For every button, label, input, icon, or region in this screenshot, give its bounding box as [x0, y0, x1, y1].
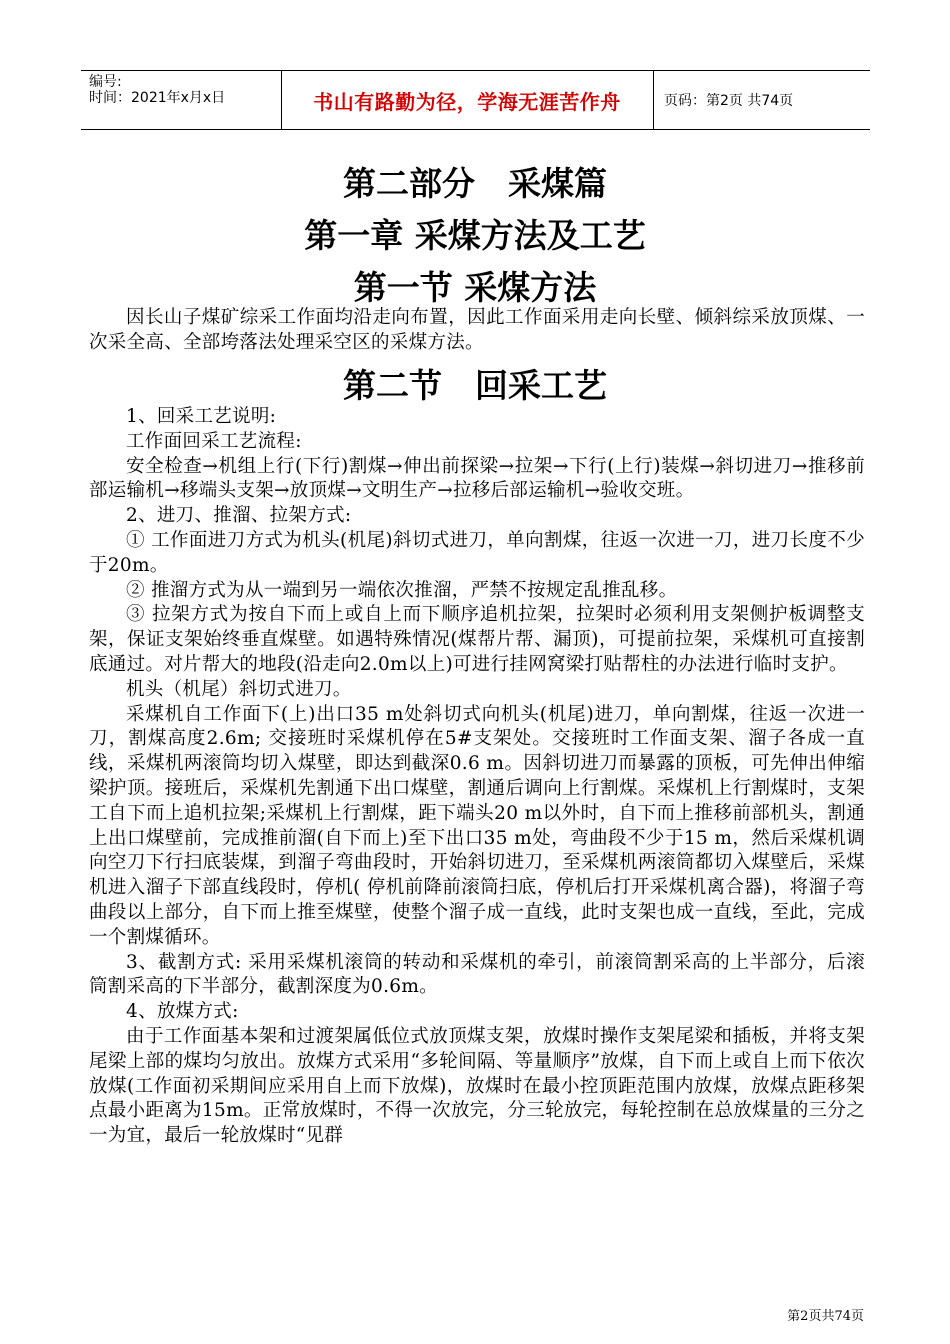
chapter-heading: 第一章 采煤方法及工艺	[304, 216, 646, 255]
paragraph: ② 推溜方式为从一端到另一端依次推溜，严禁不按规定乱推乱移。	[126, 579, 678, 601]
paragraph: 2、进刀、推溜、拉架方式:	[126, 505, 352, 527]
paragraph: 安全检查→机组上行(下行)割煤→伸出前探梁→拉架→下行(上行)装煤→斜切进刀→推移前部运输机→移端头支架→放顶煤→文明生产→拉移后部运输机→验收交班。	[89, 455, 865, 502]
paragraph: 因长山子煤矿综采工作面均沿走向布置，因此工作面采用走向长壁、倾斜综采放顶煤、一次采全高、全部垮落法处理采空区的采煤方法。	[89, 307, 865, 353]
paragraph: ③ 拉架方式为按自下而上或自上而下顺序追机拉架，拉架时必须利用支架侧护板调整支架，保证支架始终垂直煤壁。如遇特殊情况(煤帮片帮、漏顶)，可提前拉架，采煤机可直接割底通过。对片帮大的地段(沿走向2.0m以上)可进行挂网窝梁打贴帮柱的办法进行临时支护。	[89, 604, 865, 675]
section-heading: 第二节 回采工艺	[343, 366, 607, 405]
header-number-label: 编号:	[89, 74, 122, 90]
page-footer: 第2页共74页	[787, 1309, 864, 1324]
paragraph: 由于工作面基本架和过渡架属低位式放顶煤支架，放煤时操作支架尾梁和插板，并将支架尾梁上部的煤均匀放出。放煤方式采用“多轮间隔、等量顺序”放煤，自下而上或自上而下依次放煤(工作面初采期间应采用自上而下放煤)，放煤时在最小控顶距范围内放煤，放煤点距移架点最小距离为15m。正常放煤时，不得一次放完，分三轮放完，每轮控制在总放煤量的三分之一为宜，最后一轮放煤时“见群	[89, 1025, 865, 1147]
section2-body	[89, 405, 865, 1149]
header-page-info: 页码：第2页 共74页	[664, 93, 794, 109]
section-heading: 第一节 采煤方法	[353, 268, 597, 307]
page-header	[81, 70, 870, 130]
paragraph: ① 工作面进刀方式为机头(机尾)斜切式进刀，单向割煤，往返一次进一刀，进刀长度不少于20m。	[89, 529, 865, 576]
header-motto: 书山有路勤为径，学海无涯苦作舟	[313, 89, 621, 114]
paragraph: 1、回采工艺说明:	[126, 406, 277, 427]
paragraph: 采煤机自工作面下(上)出口35 m处斜切式向机头(机尾)进刀，单向割煤，往返一次进一刀，割煤高度2.6m; 交接班时采煤机停在5#支架处。交接班时工作面支架、溜子各成一直线，采煤机两滚筒均切入煤壁，即达到截深0.6 m。因斜切进刀而暴露的顶板，可先伸出伸缩梁护顶。接班后，采煤机先割通下出口煤壁，割通后调向上行割煤。采煤机上行割煤时，支架工自下而上追机拉架;采煤机上行割煤，距下端头20 m以外时，自下而上推移前部机头，割通上出口煤壁前，完成推前溜(自下而上)至下出口35 m处，弯曲段不少于15 m，然后采煤机调向空刀下行扫底装煤，到溜子弯曲段时，开始斜切进刀，至采煤机两滚筒都切入煤壁后，采煤机进入溜子下部直线段时，停机( 停机前降前滚筒扫底，停机后打开采煤机离合器)，将溜子弯曲段以上部分，自下而上推至煤壁，使整个溜子成一直线，此时支架也成一直线，至此，完成一个割煤循环。	[89, 703, 865, 948]
paragraph: 3、截割方式: 采用采煤机滚筒的转动和采煤机的牵引，前滚筒割采高的上半部分，后滚筒割采高的下半部分，截割深度为0.6m。	[89, 951, 865, 998]
paragraph: 4、放煤方式:	[126, 1001, 239, 1023]
paragraph: 机头（机尾）斜切式进刀。	[126, 678, 352, 700]
header-divider	[653, 71, 654, 129]
header-time-label: 时间：2021年x月x日	[89, 90, 226, 106]
section1-body	[89, 306, 865, 356]
part-heading: 第二部分 采煤篇	[343, 164, 607, 203]
paragraph: 工作面回采工艺流程:	[126, 430, 302, 452]
header-meta	[81, 71, 281, 129]
